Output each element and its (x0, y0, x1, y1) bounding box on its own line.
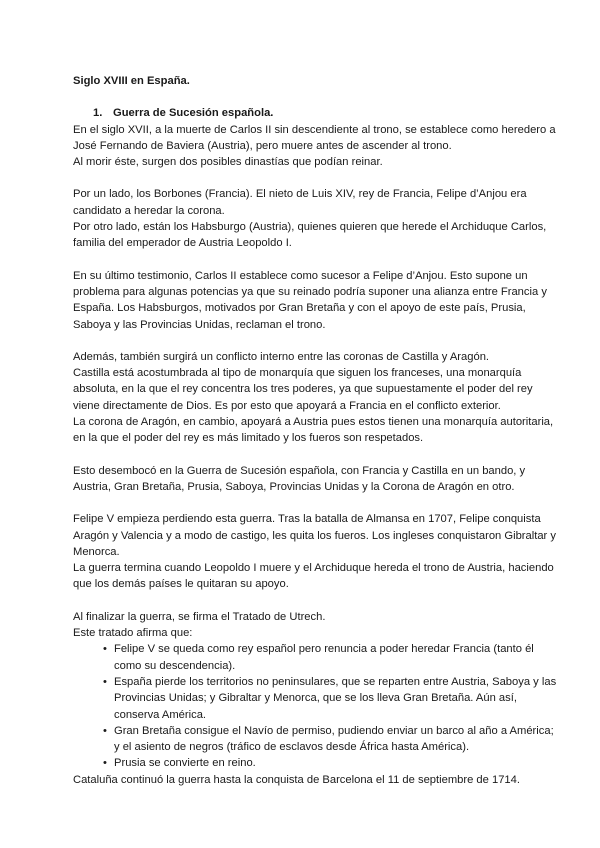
paragraph-line: Por otro lado, están los Habsburgo (Austria), quienes quieren que herede el Archiduque Carlos, familia del emperador de Austria Leopoldo I. (73, 221, 547, 250)
paragraph-5 (73, 463, 560, 496)
paragraph-line: En su último testimonio, Carlos II establece como sucesor a Felipe d’Anjou. Esto supone un problema para algunas potencias ya que su reinado podría suponer una alianza entre Francia y España. Los Habsburgos, motivados por Gran Bretaña y con el apoyo de este país, Prusia, Saboya y las Provincias Unidas, reclaman el trono. (73, 269, 547, 331)
paragraph-line: Esto desembocó en la Guerra de Sucesión española, con Francia y Castilla en un bando, y Austria, Gran Bretaña, Prusia, Saboya, Provincias Unidas y la Corona de Aragón en otro. (73, 464, 526, 493)
paragraph-line: Felipe V empieza perdiendo esta guerra. Tras la batalla de Almansa en 1707, Felipe conquista Aragón y Valencia y a modo de castigo, les quita los fueros. Los ingleses conquistaron Gibraltar y Menorca. (73, 513, 556, 558)
list-item: • España pierde los territorios no peninsulares, que se reparten entre Austria, Saboya y las Provincias Unidas; y Gibraltar y Menorca, que se los lleva Gran Bretaña. Aún así, conserva América. (103, 674, 560, 723)
section-heading (93, 105, 560, 121)
paragraph-4 (73, 349, 560, 447)
section-number: 1. (93, 107, 103, 120)
treaty-bullet-list (73, 641, 560, 771)
paragraph-line: Castilla está acostumbrada al tipo de monarquía que siguen los franceses, una monarquía absoluta, en la que el rey concentra los tres poderes, ya que supuestamente el poder del rey viene directamente de Dios. Es por esto que apoyará a Francia en el conflicto exterior. (73, 367, 533, 412)
closing-line: Cataluña continuó la guerra hasta la conquista de Barcelona el 11 de septiembre de 1714. (73, 773, 520, 786)
paragraph-line: Además, también surgirá un conflicto interno entre las coronas de Castilla y Aragón. (73, 350, 490, 363)
list-item: • Prusia se convierte en reino. (103, 755, 560, 771)
treaty-intro-line: Este tratado afirma que: (73, 627, 193, 640)
paragraph-line: Al morir éste, surgen dos posibles dinastías que podían reinar. (73, 156, 383, 169)
paragraph-line: La guerra termina cuando Leopoldo I muere y el Archiduque hereda el trono de Austria, haciendo que los demás países le quitaran su apoyo. (73, 562, 554, 591)
paragraph-line: Por un lado, los Borbones (Francia). El nieto de Luis XIV, rey de Francia, Felipe d’Anjou era candidato a heredar la corona. (73, 188, 527, 217)
document-title: Siglo XVIII en España. (73, 75, 190, 87)
paragraph-6 (73, 511, 560, 592)
paragraph-1 (73, 122, 560, 171)
list-item: • Felipe V se queda como rey español pero renuncia a poder heredar Francia (tanto él como su descendencia). (103, 641, 560, 674)
paragraph-2 (73, 186, 560, 251)
section-heading-text: Guerra de Sucesión española. (113, 107, 274, 120)
paragraph-line: La corona de Aragón, en cambio, apoyará a Austria pues estos tienen una monarquía autoritaria, en la que el poder del rey es más limitado y los fueros son respetados. (73, 416, 554, 445)
treaty-intro-line: Al finalizar la guerra, se firma el Tratado de Utrech. (73, 610, 326, 623)
paragraph-3 (73, 268, 560, 333)
paragraph-line: En el siglo XVII, a la muerte de Carlos II sin descendiente al trono, se establece como heredero a José Fernando de Baviera (Austria), pero muere antes de ascender al trono. (73, 123, 556, 152)
list-item: • Gran Bretaña consigue el Navío de permiso, pudiendo enviar un barco al año a América; y el asiento de negros (tráfico de esclavos desde África hasta América). (103, 723, 560, 756)
treaty-section (73, 609, 560, 788)
